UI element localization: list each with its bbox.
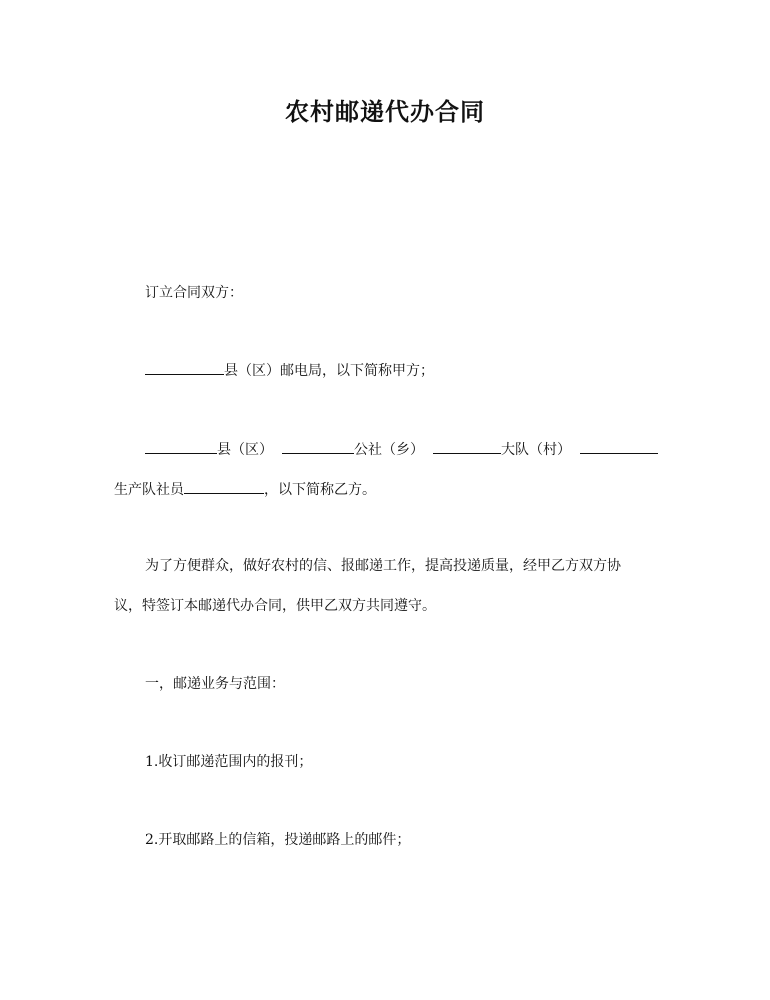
commune-blank <box>282 439 354 454</box>
party-a-text: 县（区）邮电局，以下简称甲方； <box>224 363 434 379</box>
party-b-line-1 <box>145 439 658 460</box>
commune-label: 公社（乡） <box>354 442 424 458</box>
section-1-heading: 一，邮递业务与范围： <box>145 676 285 692</box>
member-name-blank <box>184 479 264 494</box>
preamble-line-2: 议，特签订本邮递代办合同，供甲乙双方共同遵守。 <box>114 598 436 614</box>
section-1-item: 2.开取邮路上的信箱，投递邮路上的邮件； <box>145 832 411 848</box>
party-b-brigade-group <box>433 439 571 460</box>
party-b-commune-group <box>282 439 424 460</box>
party-b-line-2 <box>114 479 376 500</box>
member-label: 生产队社员 <box>114 482 184 498</box>
brigade-blank <box>433 439 501 454</box>
team-blank <box>580 439 658 454</box>
county-blank <box>145 360 224 375</box>
party-b-county-group <box>145 439 273 460</box>
county-label: 县（区） <box>217 442 273 458</box>
parties-intro: 订立合同双方： <box>145 285 243 301</box>
party-b-suffix: ，以下简称乙方。 <box>264 482 376 498</box>
preamble-line-1: 为了方便群众，做好农村的信、报邮递工作，提高投递质量，经甲乙方双方协 <box>145 558 621 574</box>
section-1-item: 1.收订邮递范围内的报刊； <box>145 754 313 770</box>
brigade-label: 大队（村） <box>501 442 571 458</box>
county-blank <box>145 439 217 454</box>
document-title: 农村邮递代办合同 <box>285 98 485 126</box>
party-a-line <box>145 360 434 381</box>
